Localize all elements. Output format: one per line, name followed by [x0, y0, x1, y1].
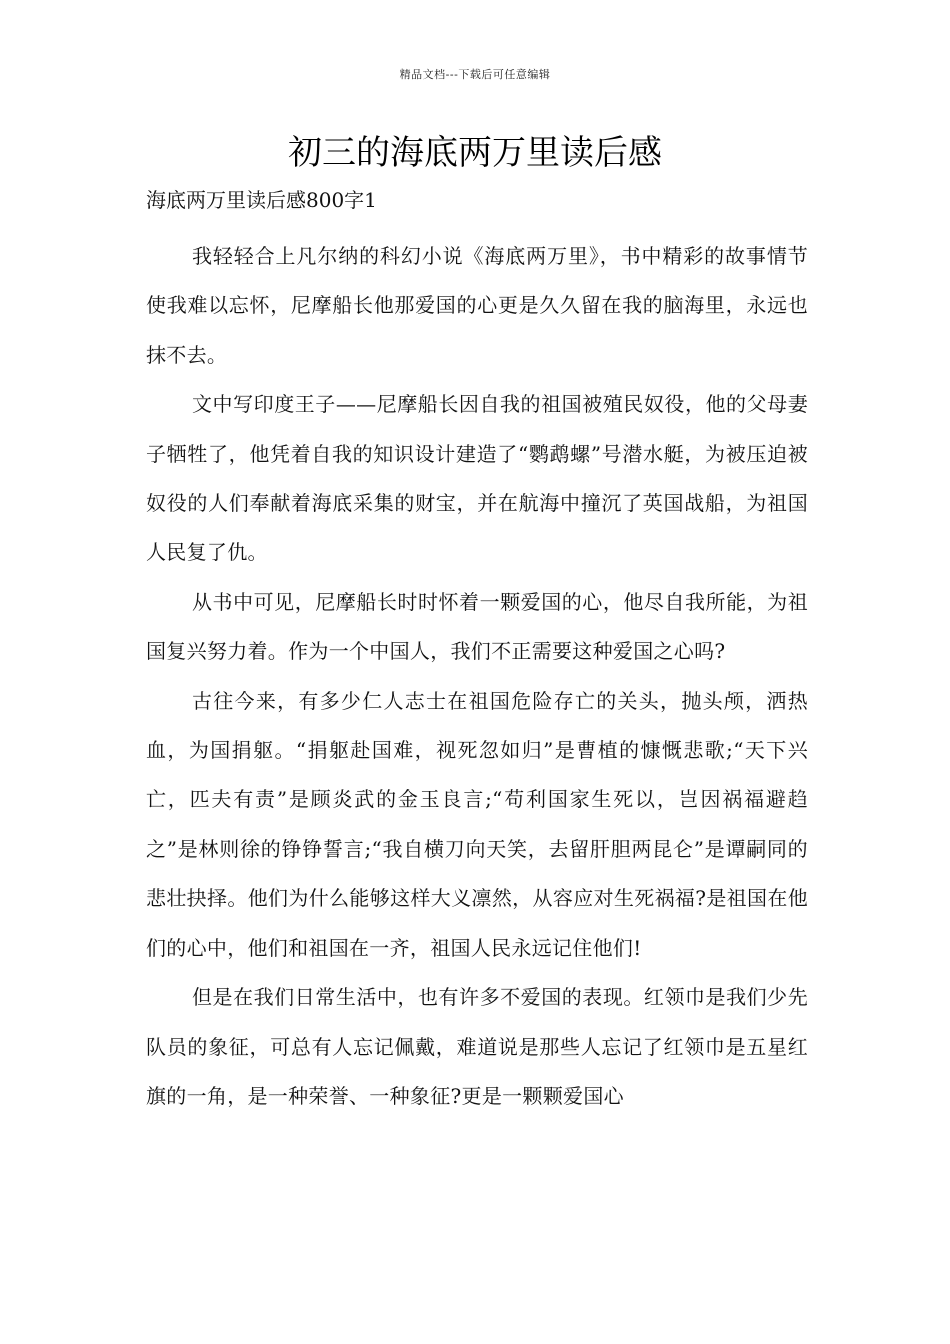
document-subtitle: 海底两万里读后感800字1: [146, 188, 377, 212]
paragraph-5: 但是在我们日常生活中，也有许多不爱国的表现。红领巾是我们少先队员的象征，可总有人忘记佩戴，难道说是那些人忘记了红领巾是五星红旗的一角，是一种荣誉、一种象征?更是一颗颗爱国心: [146, 985, 808, 1108]
document-body: [146, 232, 808, 1121]
document-title: 初三的海底两万里读后感: [288, 133, 662, 173]
paragraph-4: 古往今来，有多少仁人志士在祖国危险存亡的关头，抛头颅，洒热血，为国捐躯。“捐躯赴国难，视死忽如归”是曹植的慷慨悲歌;“天下兴亡，匹夫有责”是顾炎武的金玉良言;“苟利国家生死以，岂因祸福避趋之”是林则徐的铮铮誓言;“我自横刀向天笑，去留肝胆两昆仑”是谭嗣同的悲壮抉择。他们为什么能够这样大义凛然，从容应对生死祸福?是祖国在他们的心中，他们和祖国在一齐，祖国人民永远记住他们!: [146, 688, 808, 960]
paragraph-3: 从书中可见，尼摩船长时时怀着一颗爱国的心，他尽自我所能，为祖国复兴努力着。作为一个中国人，我们不正需要这种爱国之心吗?: [146, 589, 808, 664]
paragraph-2: 文中写印度王子——尼摩船长因自我的祖国被殖民奴役，他的父母妻子牺牲了，他凭着自我的知识设计建造了“鹦鹉螺”号潜水艇，为被压迫被奴役的人们奉献着海底采集的财宝，并在航海中撞沉了英国战船，为祖国人民复了仇。: [146, 392, 808, 565]
paragraph-1: 我轻轻合上凡尔纳的科幻小说《海底两万里》，书中精彩的故事情节使我难以忘怀，尼摩船长他那爱国的心更是久久留在我的脑海里，永远也抹不去。: [146, 244, 808, 367]
header-note: 精品文档---下载后可任意编辑: [399, 68, 551, 81]
